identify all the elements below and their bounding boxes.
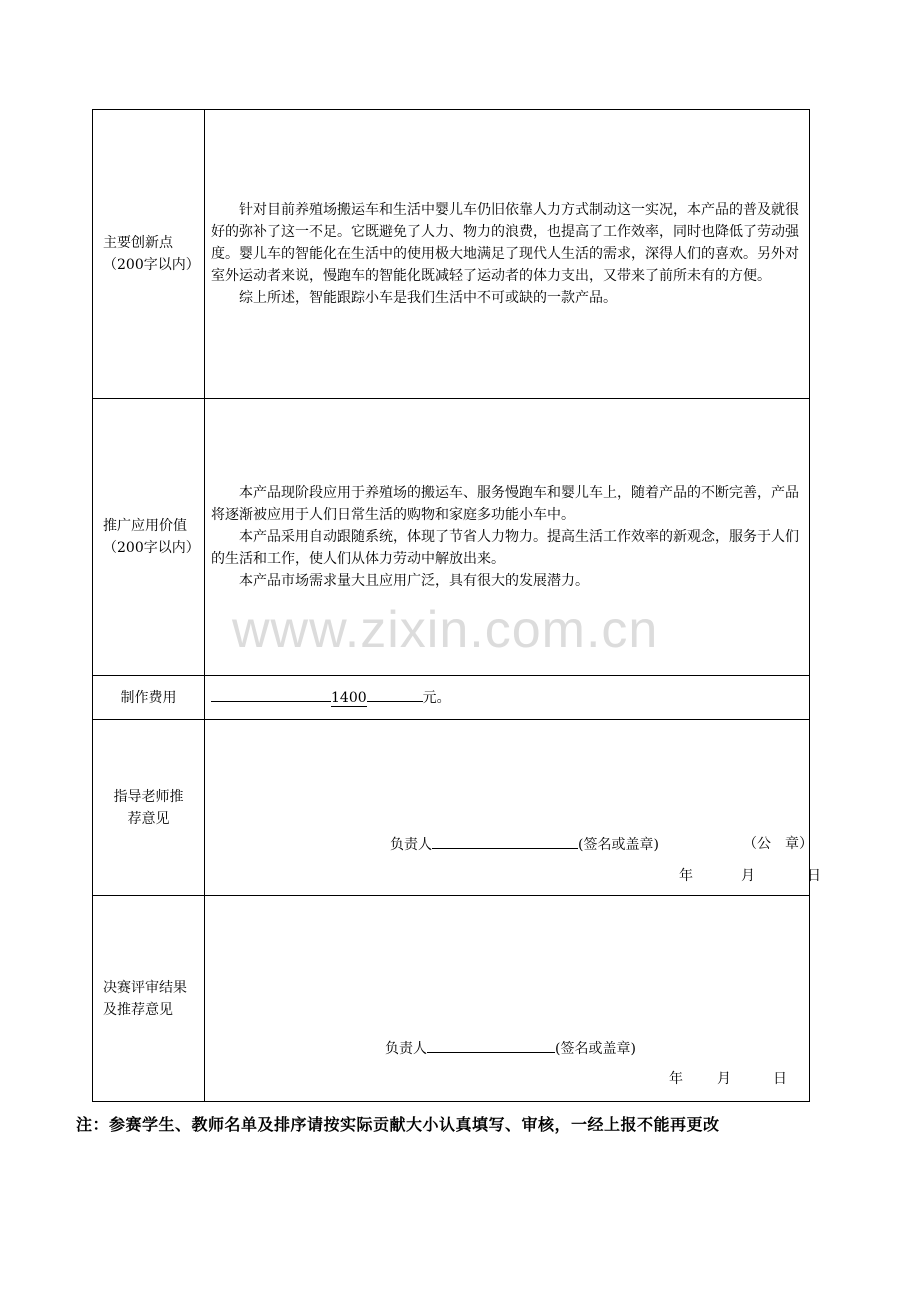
innovation-label: 主要创新点（200字以内） (93, 110, 205, 399)
teacher-responsible-label: 负责人 (390, 837, 432, 853)
innovation-row (93, 110, 810, 399)
watermark: www.zixin.com.cn (232, 601, 659, 659)
final-day: 日 (773, 1071, 787, 1087)
final-sign-note: (签名或盖章) (555, 1041, 636, 1057)
teacher-content (205, 720, 821, 896)
final-row (93, 896, 810, 1102)
cost-row (93, 676, 810, 720)
teacher-signature-line (390, 833, 659, 856)
innovation-content (205, 110, 810, 399)
innovation-paragraph-2: 综上所述，智能跟踪小车是我们生活中不可或缺的一款产品。 (239, 290, 617, 306)
footer-note: 注：参赛学生、教师名单及排序请按实际贡献大小认真填写、审核，一经上报不能再更改 (76, 1115, 720, 1134)
teacher-signature-blank[interactable] (432, 833, 578, 849)
final-responsible-label: 负责人 (385, 1041, 427, 1057)
final-year: 年 (669, 1071, 683, 1087)
teacher-sign-note: (签名或盖章) (578, 837, 659, 853)
application-label: 推广应用价值（200字以内） (93, 399, 205, 676)
application-paragraph-2: 本产品采用自动跟随系统，体现了节省人力物力。提高生活工作效率的新观念，服务于人们的生活和工作，使人们从体力劳动中解放出来。 (211, 529, 799, 567)
cost-content (205, 676, 810, 720)
cost-unit: 元。 (422, 690, 451, 706)
cost-blank-before (211, 686, 331, 702)
teacher-seal: （公 章） (743, 836, 813, 852)
teacher-month: 月 (741, 868, 755, 884)
teacher-year: 年 (679, 868, 693, 884)
final-content (205, 896, 810, 1102)
final-signature-blank[interactable] (427, 1037, 555, 1053)
final-signature-line (385, 1037, 636, 1060)
application-paragraph-1: 本产品现阶段应用于养殖场的搬运车、服务慢跑车和婴儿车上，随着产品的不断完善，产品将逐渐被应用于人们日常生活的购物和家庭多功能小车中。 (211, 485, 799, 523)
teacher-label-text: 指导老师推荐意见 (113, 788, 184, 827)
teacher-label (93, 720, 205, 896)
teacher-row (93, 720, 810, 896)
innovation-paragraph-1: 针对目前养殖场搬运车和生活中婴儿车仍旧依靠人力方式制动这一实况，本产品的普及就很好的弥补了这一不足。它既避免了人力、物力的浪费，也提高了工作效率，同时也降低了劳动强度。婴儿车的智能化在生活中的使用极大地满足了现代人生活的需求，深得人们的喜欢。另外对室外运动者来说，慢跑车的智能化既减轻了运动者的体力支出，又带来了前所未有的方便。 (211, 202, 799, 284)
cost-label: 制作费用 (93, 676, 205, 720)
final-label: 决赛评审结果及推荐意见 (93, 896, 205, 1102)
teacher-day: 日 (807, 868, 821, 884)
cost-blank-after (367, 686, 423, 702)
final-month: 月 (717, 1071, 731, 1087)
application-paragraph-3: 本产品市场需求量大且应用广泛，具有很大的发展潜力。 (239, 573, 589, 589)
cost-amount: 1400 (331, 690, 367, 706)
